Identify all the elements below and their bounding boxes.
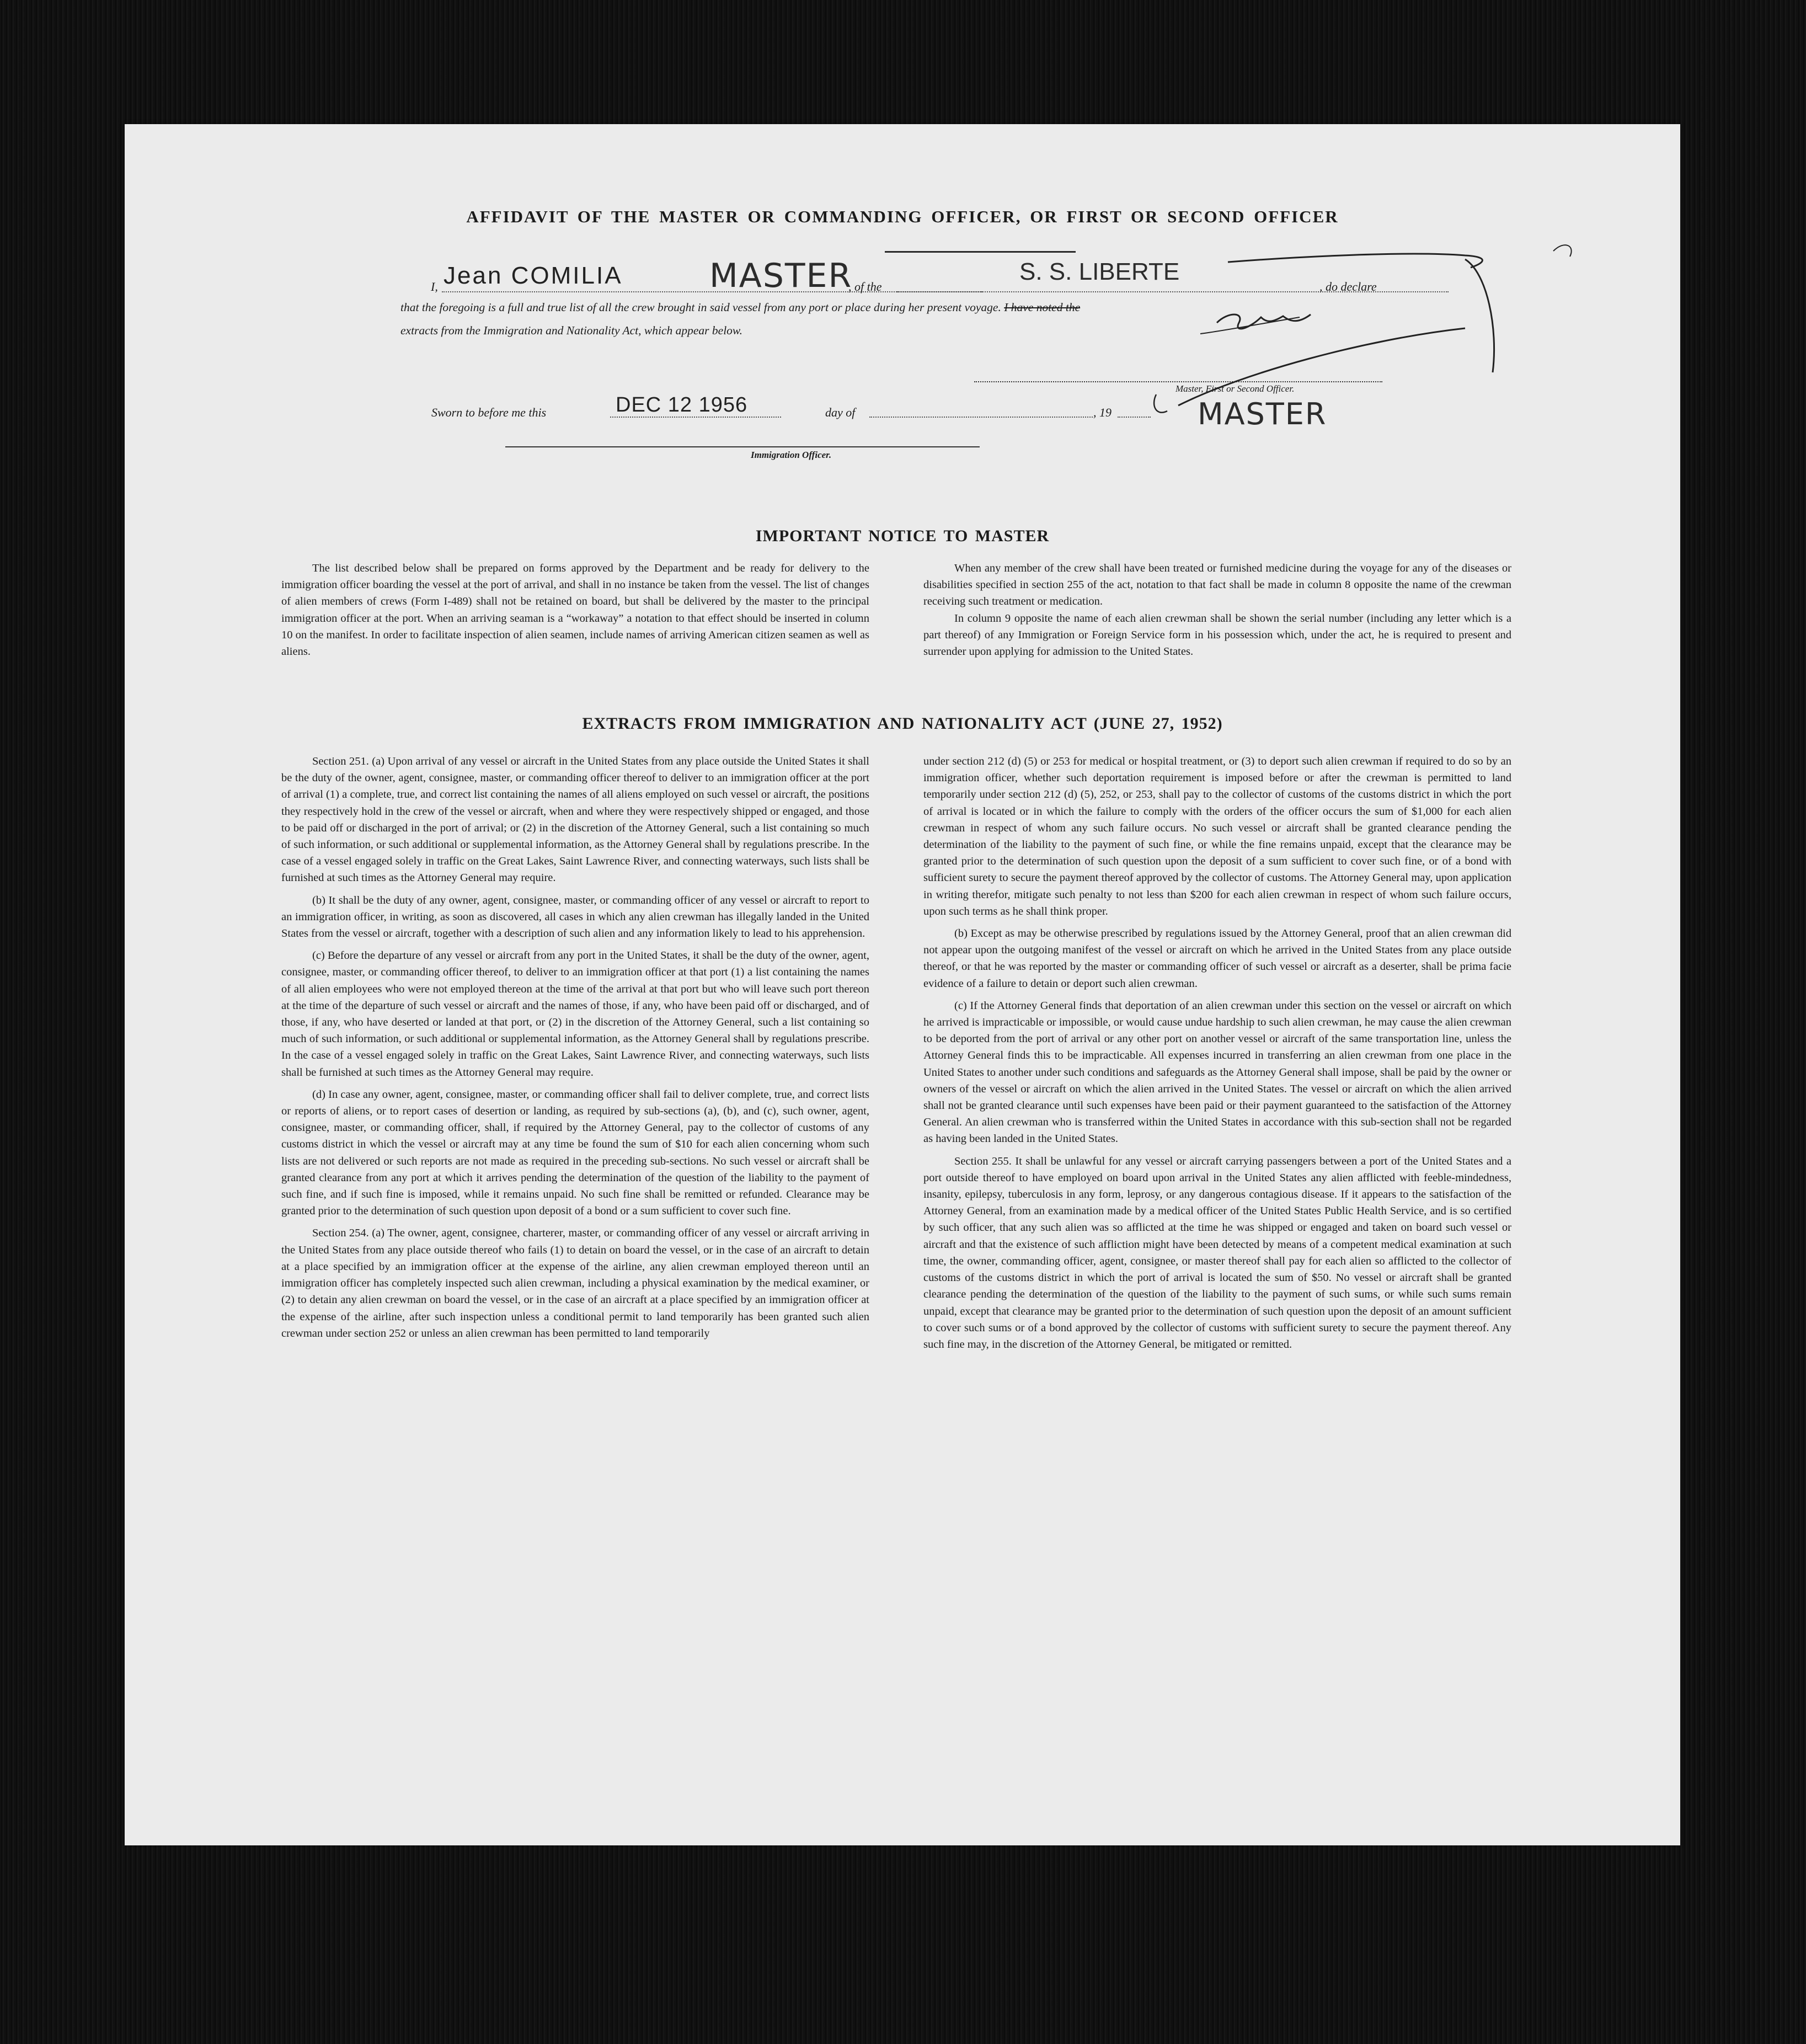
sworn-label: Sworn to before me this [431, 405, 547, 419]
section-paragraph: Section 255. It shall be unlawful for any vessel or aircraft carrying passengers between a port of the United States and a port outside thereof to have employed on board upon arrival in the United States any alien afflicted with feeble-mindedness, insanity, epilepsy, tuberculosis in any form, leprosy, or any dangerous contagious disease. If it appears to the satisfaction of the Attorney General, from an examination made by a medical officer of the United States Public Health Service, and is so certified by such officer, that any such alien was so afflicted at the time he was shipped or engaged and taken on board such vessel or aircraft and that the existence of such affliction might have been detected by means of a competent medical examination at such time, the owner, commanding officer, agent, consignee, or master thereof shall pay for each alien so afflicted to the collector of customs of the customs district in which the port of arrival is located the sum of $50. No vessel or aircraft shall be granted clearance pending the determination of the question of the liability to the payment of such sums, or while such sums remain unpaid, except that clearance may be granted prior to the determination of such question upon the deposit of an amount sufficient to cover such sums or of a bond approved by the collector of customs with sufficient surety to secure the payment thereof. Any such fine may, in the discretion of the Attorney General, be mitigated or remitted. [923, 1155, 1511, 1351]
extracts-heading: EXTRACTS FROM IMMIGRATION AND NATIONALITY ACT (JUNE 27, 1952) [582, 714, 1223, 733]
notice-right-column [923, 560, 1511, 660]
notice-heading: IMPORTANT NOTICE TO MASTER [755, 527, 1050, 545]
immigration-officer-line [505, 446, 980, 447]
notice-paragraph: When any member of the crew shall have been treated or furnished medicine during the voyage for any of the diseases or disabilities specified in section 255 of the act, notation to that fact shall be made in column 8 opposite the name of the crewman receiving such treatment or medication. [923, 562, 1511, 608]
notice-paragraph: In column 9 opposite the name of each alien crewman shall be shown the serial number (including any letter which is a part thereof) of any Immigration or Foreign Service form in his possession which, under the act, he is required to present and surrender upon applying for admission to the United States. [923, 612, 1511, 658]
title-divider [885, 251, 1076, 253]
sworn-date-stamp: DEC 12 1956 [616, 393, 748, 417]
declaration-struck: I have noted the [1004, 301, 1081, 314]
declaration-main: that the foregoing is a full and true list of all the crew brought in said vessel from any port or place during her present voyage. [400, 301, 1001, 314]
section-paragraph: (b) It shall be the duty of any owner, agent, consignee, master, or commanding officer of any vessel or aircraft to report to an immigration officer, in writing, as soon as discovered, all cases in which any alien crewman has illegally landed in the United States from the vessel or aircraft, together with a description of such alien and any information likely to lead to his apprehension. [281, 894, 869, 940]
vessel-stamp: S. S. LIBERTE [1019, 258, 1180, 285]
master-name: Jean COMILIA [444, 262, 623, 289]
section-paragraph: (c) If the Attorney General finds that deportation of an alien crewman under this section on the vessel or aircraft on which he arrived is impracticable or impossible, or would cause undue hardship to such alien crewman, he may cause the alien crewman to be deported from the port of arrival or any other port on another vessel or aircraft of the same transportation line, unless the Attorney General finds this to be impracticable. All expenses incurred in transferring an alien crewman from one place in the United States to another under such conditions and safeguards as the Attorney General shall impose, shall be paid by the owner or owners of the vessel or aircraft on which the alien arrived in the United States. The vessel or aircraft on which the alien arrived shall not be granted clearance until such expenses have been paid or their payment guaranteed to the satisfaction of the Attorney General. An alien crewman who is transferred within the United States in accordance with this sub-section shall not be regarded as having been landed in the United States. [923, 999, 1511, 1145]
rank-stamp: MASTER [709, 257, 853, 295]
month-line [869, 417, 1093, 418]
section-paragraph: Section 251. (a) Upon arrival of any vessel or aircraft in the United States from any place outside the United States it shall be the duty of the owner, agent, consignee, master, or commanding officer thereof to deliver to an immigration officer at the port of arrival (1) a complete, true, and correct list containing the names of all aliens employed on such vessel or aircraft, the positions they respectively hold in the crew of the vessel or aircraft, when and where they were respectively shipped or engaged, and those to be paid off or discharged in the port of arrival; or (2) in the discretion of the Attorney General, such a list containing so much of such information, or such additional or supplemental information, as the Attorney General shall by regulations prescribe. In the case of a vessel engaged solely in traffic on the Great Lakes, Saint Lawrence River, and connecting waterways, such lists shall be furnished at such times as the Attorney General may require. [281, 755, 869, 884]
document-page [125, 124, 1680, 1845]
section-paragraph: (b) Except as may be otherwise prescribed by regulations issued by the Attorney General, proof that an alien crewman did not appear upon the outgoing manifest of the vessel or aircraft on which he arrived in the United States from any place outside thereof, or that he was reported by the master or commanding officer of such vessel or aircraft as a deserter, shall be prima facie evidence of a failure to detain or deport such alien crewman. [923, 927, 1511, 990]
year-label: , 19 [1093, 405, 1112, 419]
day-of-label: day of [825, 405, 856, 419]
handwritten-signature [1134, 240, 1609, 422]
declaration-text [400, 301, 1080, 314]
extracts-right-column [923, 753, 1511, 1353]
i-label: I, [431, 280, 438, 293]
section-paragraph: Section 254. (a) The owner, agent, consignee, charterer, master, or commanding officer of any vessel or aircraft arriving in the United States from any place outside thereof who fails (1) to detain on board the vessel, or in the case of an aircraft to detain at a place specified by an immigration officer at the expense of the airline, any alien crewman employed thereon until an immigration officer has completely inspected such alien crewman, including a physical examination by the medical examiner, or (2) to detain any alien crewman on board the vessel, or in the case of an aircraft at a place specified by an immigration officer at the expense of the airline, after such inspection unless a conditional permit to land temporarily has been granted such alien crewman under section 252 or unless an alien crewman has been permitted to land temporarily [281, 1227, 869, 1339]
officer-title: Master, First or Second Officer. [1175, 383, 1295, 394]
section-paragraph: (d) In case any owner, agent, consignee, master, or commanding officer shall fail to deliver complete, true, and correct lists or reports of aliens, or to report cases of desertion or landing, as required by sub-sections (a), (b), and (c), such owner, agent, consignee, master, or commanding officer, shall, if required by the Attorney General, pay to the collector of customs of any customs district in which the vessel or aircraft may at any time be found the sum of $10 for each alien concerning whom such lists are not delivered or such reports are not made as required in the preceding sub-sections. No such vessel or aircraft shall be granted clearance from any port at which it arrives pending the determination of the question of the liability to the payment of such fine, and if such fine is imposed, while it remains unpaid. No such fine shall be remitted or refunded. Clearance may be granted prior to the determination of such question upon deposit of a bond or a sum sufficient to cover such fine. [281, 1088, 869, 1218]
immigration-officer-label: Immigration Officer. [751, 450, 832, 460]
of-the-label: , of the [848, 280, 882, 293]
date-line [610, 417, 781, 418]
extracts-left-column [281, 753, 869, 1342]
section-paragraph: (c) Before the departure of any vessel or aircraft from any port in the United States, it shall be the duty of the owner, agent, consignee, master, or commanding officer thereof, to deliver to an immigration officer at that port (1) a list containing the names of all alien employees who were not employed thereon at the time of the arrival at that port but who will leave such port thereon at the time of the departure of such vessel or aircraft and the names of those, if any, who have been paid off or discharged, and of those, if any, who have deserted or landed at that port, or (2) in the discretion of the Attorney General, such a list containing so much of such information, or such additional or supplemental information, as the Attorney General shall by regulations prescribe. In the case of a vessel engaged solely in traffic on the Great Lakes, Saint Lawrence River, and connecting waterways, such lists shall be furnished at such times as the Attorney General may require. [281, 949, 869, 1079]
declaration-line-2: extracts from the Immigration and Nationality Act, which appear below. [400, 324, 743, 337]
section-paragraph: under section 212 (d) (5) or 253 for medical or hospital treatment, or (3) to deport such alien crewman if required to do so by an immigration officer, whether such deportation requirement is imposed before or after the crewman is permitted to land temporarily under section 212 (d) (5), 252, or 253, shall pay to the collector of customs of the customs district in which the port of arrival is located or in which the failure to comply with the orders of the officer occurs the sum of $1,000 for each alien crewman in respect of whom any such failure occurs. No such vessel or aircraft shall be granted clearance pending the determination of the liability to the payment of such fine, or while the fine remains unpaid, except that the clearance may be granted prior to the determination of such question upon the deposit of a sum sufficient to cover such fine, or of a bond with sufficient surety to secure the payment thereof approved by the collector of customs. The Attorney General may, upon application in writing therefor, mitigate such penalty to not less than $200 for each alien crewman in respect of whom such failure occurs, upon such terms as he shall think proper. [923, 755, 1511, 917]
notice-left-column [281, 560, 869, 660]
master-stamp: MASTER [1198, 397, 1327, 431]
notice-paragraph: The list described below shall be prepared on forms approved by the Department and be ready for delivery to the immigration officer boarding the vessel at the port of arrival, and shall in no instance be taken from the vessel. The list of changes of alien members of crews (Form I-489) shall not be retained on board, but shall be delivered by the master to the principal immigration officer at the port. When an arriving seaman is a “workaway” a notation to that effect should be inserted in column 10 on the manifest. In order to facilitate inspection of alien seamen, include names of arriving American citizen seamen as well as aliens. [281, 562, 869, 658]
affidavit-title: AFFIDAVIT OF THE MASTER OR COMMANDING OFFICER, OR FIRST OR SECOND OFFICER [466, 207, 1339, 226]
do-declare-label: , do declare [1319, 280, 1377, 293]
